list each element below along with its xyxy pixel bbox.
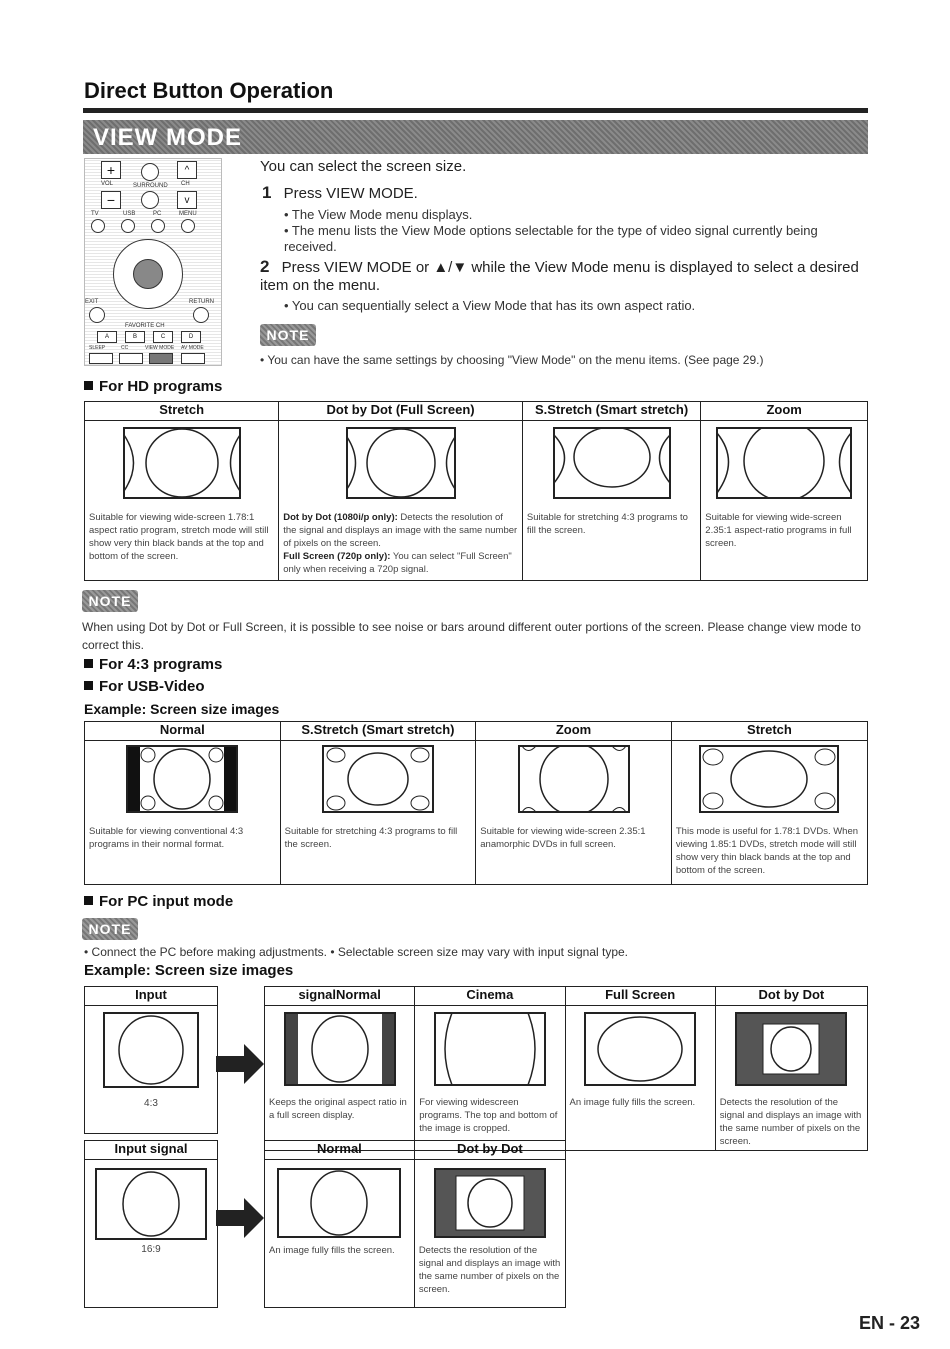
fav-a-button: A [97,331,117,343]
fav-c-button: C [153,331,173,343]
pc-output-169 [264,1140,566,1308]
pc-cell-cinema [415,1006,565,1151]
sd-cell-stretch [671,741,867,885]
pc-cell-fullscreen [565,1006,715,1151]
input-169-ratio: 16:9 [141,1244,161,1255]
sstretch-screen-icon [553,427,671,499]
return-button [193,307,209,323]
remote-illustration [84,158,222,366]
pc-input-43 [84,986,218,1134]
viewmode-label: VIEW MODE [145,345,175,351]
pc2-desc: Detects the resolution of the signal and displays an image with the same number of pixels on the screen. [418,1245,561,1295]
input-43-ratio: 4:3 [144,1098,158,1109]
page-number: EN - 23 [858,1313,920,1333]
hd-desc: Suitable for viewing wide-screen 2.35:1 aspect-ratio programs in full screen. [705,512,852,549]
hd-col-header: S.Stretch (Smart stretch) [522,402,700,421]
sd-col-header: S.Stretch (Smart stretch) [280,722,476,741]
favorite-label: FAVORITE CH [125,323,165,329]
cc-label: CC [121,345,129,351]
pc-desc: An image fully fills the screen. [569,1097,696,1108]
pc-cinema-screen-icon [434,1012,546,1086]
sd-cell-normal [85,741,281,885]
sd-sstretch-screen-icon [322,745,434,813]
pc-col-header: Full Screen [565,987,715,1006]
avmode-button [181,353,205,364]
enter-button [133,259,163,289]
pc-dotbydot-screen-icon [735,1012,847,1086]
pc2-normal-screen-icon [277,1168,401,1238]
menu-button [181,219,195,233]
pc-input2-header: Input signal [85,1141,218,1160]
hd-col-header: Stretch [85,402,279,421]
sd-desc: Suitable for viewing conventional 4:3 programs in their normal format. [89,826,244,850]
pc-output-43 [264,986,868,1151]
normal-screen-icon [126,745,238,813]
sd-col-header: Stretch [671,722,867,741]
ch-down-button: v [177,191,197,209]
pc-heading: For PC input mode [84,893,233,910]
input-43-screen-icon [103,1012,199,1088]
dotbydot-bold: Dot by Dot (1080i/p only): [283,512,398,523]
dotbydot-text: Detects the resolution of the signal and displays an image with the same number of pixels on the screen. [283,512,518,549]
sd-cell-sstretch [280,741,476,885]
pc-fullscreen-screen-icon [584,1012,696,1086]
avmode-label: AV MODE [181,345,204,351]
fullscreen-text: You can select "Full Screen" only when receiving a 720p signal. [283,551,512,575]
pc2-dotbydot-screen-icon [434,1168,546,1238]
note-badge-2: NOTE [82,590,138,612]
pc-button [151,219,165,233]
hd-heading: For HD programs [84,378,222,395]
pc2-cell-normal [265,1160,415,1308]
hd-table [84,401,868,581]
return-label: RETURN [189,299,214,305]
ch-label: CH [181,181,190,187]
input-169-screen-icon [95,1168,207,1240]
pc-input-header: Input [85,987,218,1006]
hd-desc: Suitable for stretching 4:3 programs to fill the screen. [526,512,688,536]
normal-header: Normal [336,987,381,1002]
sd-col-header: Zoom [476,722,672,741]
page-title: Direct Button Operation [84,78,334,103]
fav-d-button: D [181,331,201,343]
title-rule [83,108,868,113]
tv-button [91,219,105,233]
step-1-text: Press VIEW MODE. [283,185,418,202]
fullscreen-bold: Full Screen (720p only): [283,551,391,562]
pc2-cell-dotbydot [414,1160,565,1308]
exit-button [89,307,105,323]
hd-col-header: Dot by Dot (Full Screen) [279,402,523,421]
pc-example-label: Example: Screen size images [84,962,294,979]
sd-col-header: Normal [85,722,281,741]
intro-text: You can select the screen size. [260,158,467,175]
vol-up-button: + [101,161,121,179]
tv-label: TV [91,211,99,217]
sleep-button [89,353,113,364]
sd-cell-zoom [476,741,672,885]
viewmode-button [149,353,173,364]
usb-button [121,219,135,233]
arrow-right-icon [216,1042,266,1086]
sd-example-label: Example: Screen size images [84,701,280,717]
sd-heading-2: For USB-Video [84,678,205,695]
note-badge-3: NOTE [82,918,138,940]
pc-desc: For viewing widescreen programs. The top and bottom of the image is cropped. [419,1097,558,1134]
sleep-label: SLEEP [89,345,106,351]
pc-normal-screen-icon [284,1012,396,1086]
pc2-desc: An image fully fills the screen. [269,1245,395,1256]
hd-desc: Suitable for viewing wide-screen 1.78:1 aspect ratio program, stretch mode will still show very thin black bands at the top and bottom of the screen. [89,512,269,562]
sd-table [84,721,868,885]
note-badge-1: NOTE [260,324,316,346]
pc-label: PC [153,211,162,217]
sd-stretch-screen-icon [699,745,839,813]
usb-label: USB [123,211,136,217]
sd-heading-1: For 4:3 programs [84,656,222,673]
note-text-3: • Connect the PC before making adjustments. • Selectable screen size may vary with input signal type. [84,945,629,959]
step-1-number: 1 [262,183,272,202]
stretch-screen-icon [123,427,241,499]
hd-cell-stretch [85,421,279,581]
vol-down-button: − [101,191,121,209]
surround-label: SURROUND [133,183,168,189]
exit-label: EXIT [85,299,99,305]
step-1-bullet-1: • The View Mode menu displays. [284,207,473,222]
menu-label: MENU [179,211,197,217]
pc2-col-header: Dot by Dot [414,1141,565,1160]
hd-cell-dotbydot [279,421,523,581]
signal-prefix: signal [298,987,337,1002]
step-1 [262,183,418,203]
pc-col-header: Cinema [415,987,565,1006]
step-1-bullet-2: • The menu lists the View Mode options selectable for the type of video signal currently being received. [284,223,818,254]
vol-label: VOL [101,181,114,187]
mute-icon [141,163,159,181]
cc-button [119,353,143,364]
zoom-screen-icon [716,427,852,499]
sd-desc: Suitable for stretching 4:3 programs to fill the screen. [284,826,458,850]
pc-cell-dotbydot [715,1006,867,1151]
ch-up-button: ^ [177,161,197,179]
hd-cell-sstretch [522,421,700,581]
hd-cell-zoom [701,421,868,581]
pc-cell-normal [265,1006,415,1151]
pc-input-169 [84,1140,218,1308]
pc2-col-header: Normal [265,1141,415,1160]
hd-desc [279,509,522,578]
pc-desc: Detects the resolution of the signal and displays an image with the same number of pixels on the screen. [719,1097,862,1147]
sd-desc: This mode is useful for 1.78:1 DVDs. When viewing 1.85:1 DVDs, stretch mode will still show very thin black bands at the top and bottom of the screen. [675,826,859,876]
sd-zoom-screen-icon [518,745,630,813]
pc-col-header: Dot by Dot [715,987,867,1006]
note-text-1: • You can have the same settings by choosing "View Mode" on the menu items. (See page 29.) [260,353,764,367]
pc-desc: Keeps the original aspect ratio in a full screen display. [269,1097,407,1121]
pc-col-header-normal [265,987,415,1006]
hd-col-header: Zoom [701,402,868,421]
banner-label: VIEW MODE [93,124,243,151]
fav-b-button: B [125,331,145,343]
step-2-text: Press VIEW MODE or ▲/▼ while the View Mode menu is displayed to select a desired item on the menu. [260,259,859,294]
dotbydot-screen-icon [346,427,456,499]
step-2 [260,258,860,295]
arrow-right-icon [216,1196,266,1240]
note-text-2: When using Dot by Dot or Full Screen, it is possible to see noise or bars around different outer portions of the screen. Please change view mode to correct this. [82,620,861,652]
surround-button [141,191,159,209]
step-2-number: 2 [260,257,270,276]
step-2-bullet-1: • You can sequentially select a View Mode that has its own aspect ratio. [284,298,696,313]
sd-desc: Suitable for viewing wide-screen 2.35:1 anamorphic DVDs in full screen. [480,826,646,850]
